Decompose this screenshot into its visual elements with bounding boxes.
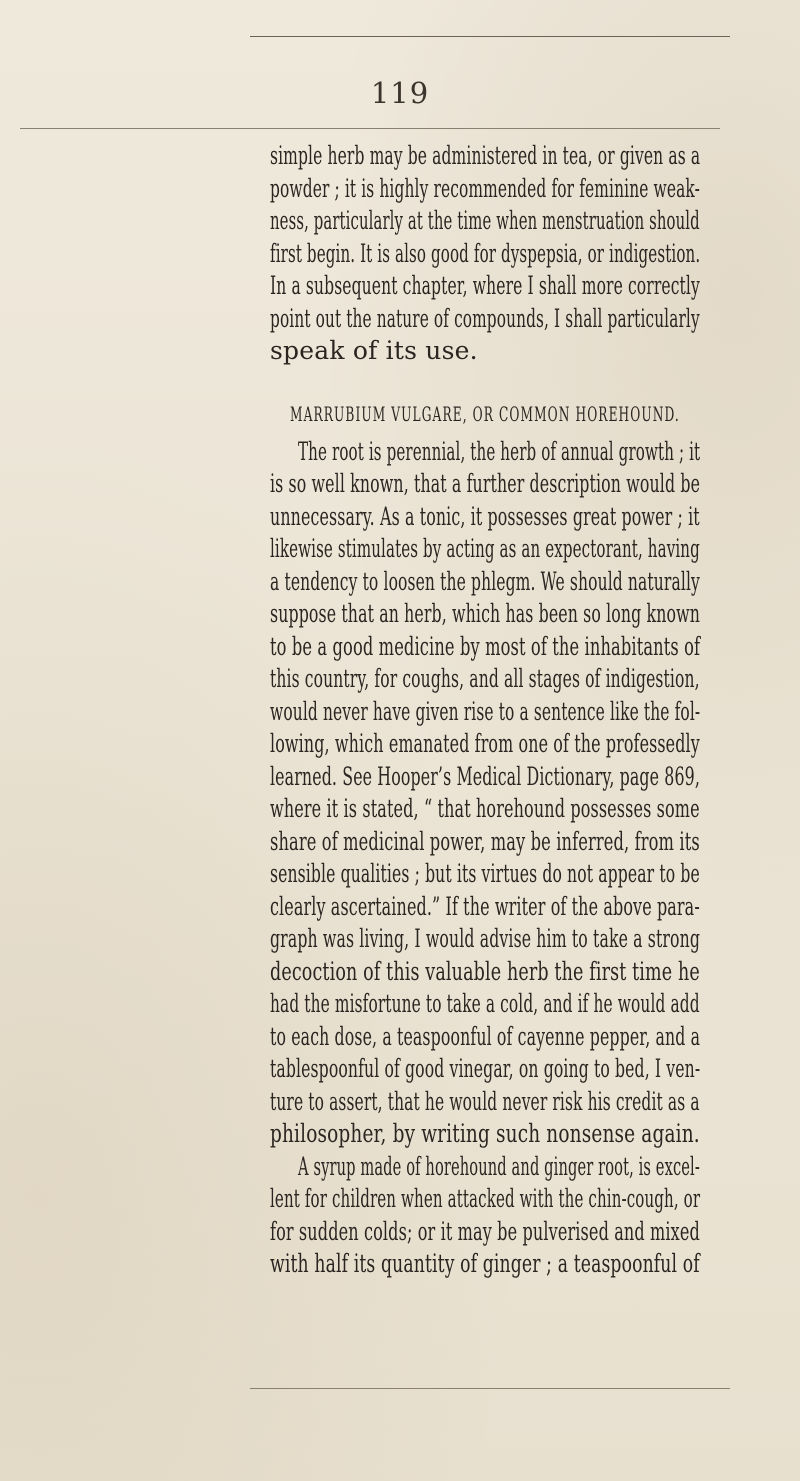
text-line: with half its quantity of ginger ; a teaspoonful of bbox=[270, 1249, 700, 1278]
text-line: where it is stated, “ that horehound possesses some bbox=[270, 794, 700, 823]
page-number: 119 bbox=[370, 76, 430, 110]
text-line: is so well known, that a further description would be bbox=[270, 469, 701, 498]
header-rule bbox=[20, 128, 720, 129]
text-line: to each dose, a teaspoonful of cayenne pepper, and a bbox=[270, 1021, 701, 1051]
text-line: lent for children when attacked with the chin-cough, or bbox=[270, 1184, 701, 1213]
text-line: The root is perennial, the herb of annual growth ; it bbox=[298, 436, 701, 466]
text-line: In a subsequent chapter, where I shall more correctly bbox=[270, 271, 700, 300]
paragraph-3 bbox=[270, 1151, 700, 1281]
text-line: suppose that an herb, which has been so long known bbox=[270, 599, 700, 628]
text-line: simple herb may be administered in tea, or given as a bbox=[270, 141, 701, 170]
text-line: speak of its use. bbox=[270, 336, 478, 365]
text-line: for sudden colds; or it may be pulverised and mixed bbox=[270, 1216, 700, 1246]
text-line: would never have given rise to a sentence like the fol- bbox=[270, 696, 701, 726]
text-line: A syrup made of horehound and ginger root, is excel- bbox=[298, 1151, 700, 1181]
text-line: learned. See Hooper’s Medical Dictionary, page 869, bbox=[270, 761, 701, 791]
text-line: philosopher, by writing such nonsense again. bbox=[270, 1119, 700, 1148]
text-line: had the misfortune to take a cold, and if he would add bbox=[270, 989, 700, 1018]
text-line: ture to assert, that he would never risk his credit as a bbox=[270, 1086, 700, 1116]
text-line: likewise stimulates by acting as an expectorant, having bbox=[270, 534, 700, 563]
section-heading: MARRUBIUM VULGARE, OR COMMON HOREHOUND. bbox=[290, 401, 680, 426]
text-line: a tendency to loosen the phlegm. We should naturally bbox=[270, 566, 700, 596]
text-line: to be a good medicine by most of the inhabitants of bbox=[270, 631, 701, 661]
text-line: unnecessary. As a tonic, it possesses great power ; it bbox=[270, 501, 700, 531]
text-line: graph was living, I would advise him to take a strong bbox=[270, 924, 701, 953]
text-line: ness, particularly at the time when menstruation should bbox=[270, 206, 700, 235]
text-line: this country, for coughs, and all stages of indigestion, bbox=[270, 664, 700, 693]
bottom-rule bbox=[250, 1388, 730, 1389]
text-line: point out the nature of compounds, I shall particularly bbox=[270, 303, 700, 333]
text-line: decoction of this valuable herb the first time he bbox=[270, 956, 700, 986]
text-line: tablespoonful of good vinegar, on going to bed, I ven- bbox=[270, 1054, 701, 1083]
text-line: clearly ascertained.” If the writer of the above para- bbox=[270, 891, 700, 921]
text-line: sensible qualities ; but its virtues do not appear to be bbox=[270, 859, 700, 888]
text-line: first begin. It is also good for dyspepsia, or indigestion. bbox=[270, 238, 701, 268]
text-line: powder ; it is highly recommended for feminine weak- bbox=[270, 173, 700, 203]
text-line: lowing, which emanated from one of the professedly bbox=[270, 729, 700, 758]
text-column bbox=[270, 140, 700, 1281]
paragraph-2 bbox=[270, 436, 700, 1151]
text-line: share of medicinal power, may be inferred, from its bbox=[270, 826, 700, 856]
top-rule bbox=[250, 36, 730, 37]
paragraph-1 bbox=[270, 140, 700, 368]
